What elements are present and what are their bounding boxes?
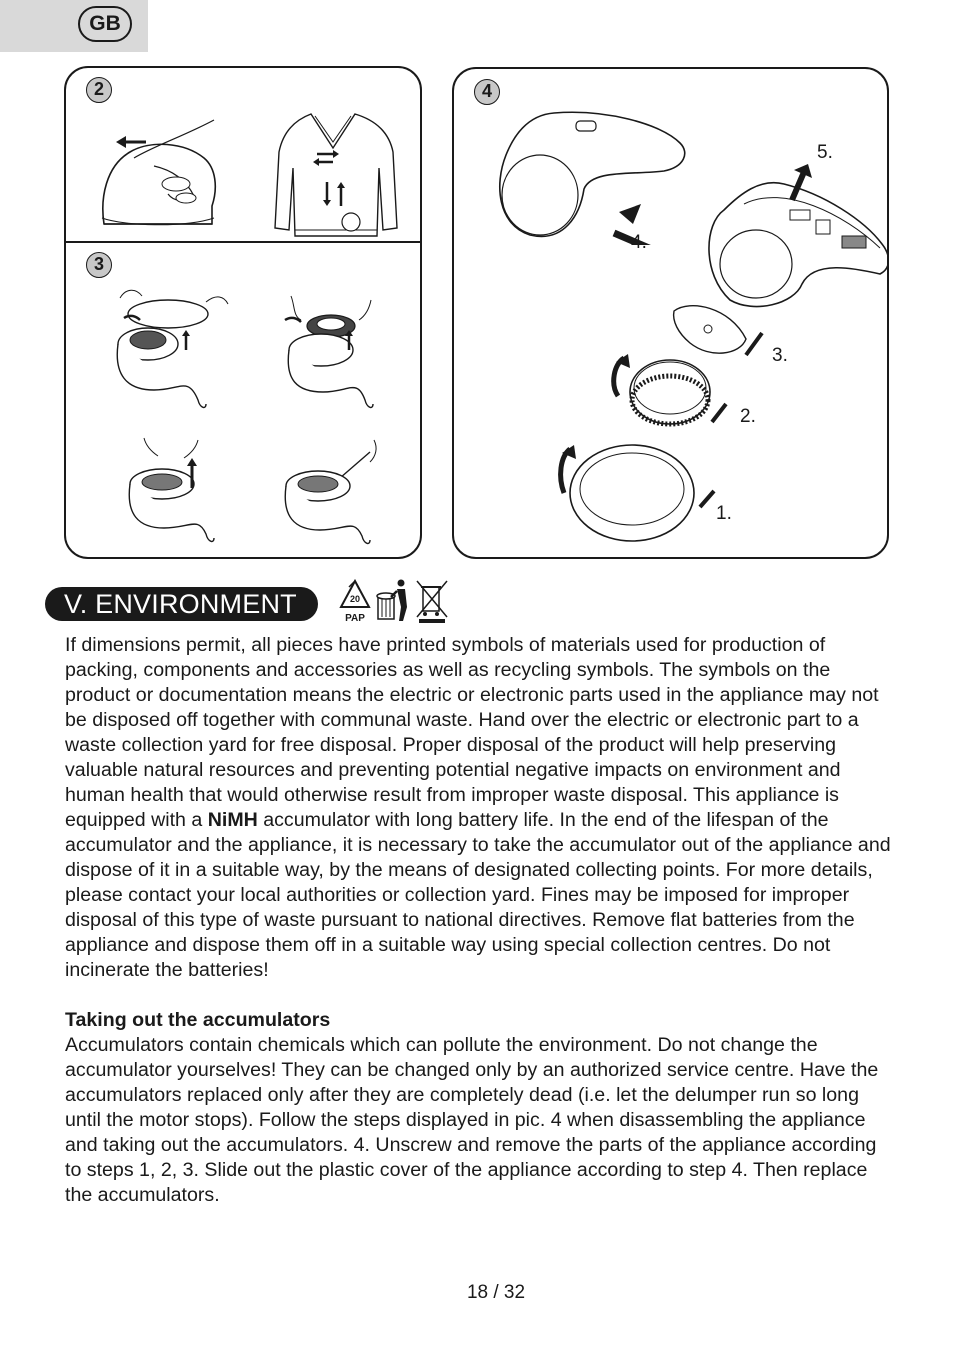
figure-panel-4 [452, 67, 889, 559]
step-4-arrow-icon [619, 204, 641, 234]
environment-paragraph [65, 633, 895, 983]
clean-blades-illustration-1 [118, 430, 248, 554]
panel-divider [66, 241, 420, 243]
figure-4-number: 4 [474, 79, 500, 105]
step-5-label: 5. [817, 142, 833, 163]
paragraph-gap [65, 983, 895, 1008]
figure-2-number: 2 [86, 77, 112, 103]
plastic-cover-illustration [484, 105, 689, 245]
paragraph-text-part1: If dimensions permit, all pieces have printed symbols of materials used for production of packing, components and accessories as well as recycling symbols. The symbols on the product or documentation means the electric or electronic parts used in the appliance may not be disposed off together with communal waste. Hand over the electric or electronic part to a waste collection yard for free disposal. Proper disposal of the product will help preserving valuable natural resources and preventing potential negative impacts on environment and human health that would otherwise result from improper waste disposal. This appliance is equipped with a [65, 634, 879, 831]
environment-icons [337, 577, 452, 625]
language-tab [0, 0, 148, 52]
outer-cover-illustration [554, 437, 724, 547]
remove-cover-illustration-1 [106, 278, 236, 418]
sweater-illustration [271, 108, 406, 243]
paragraph-text-part2: accumulator with long battery life. In the end of the lifespan of the accumulator and the appliance, it is necessary to take the accumulator out of the appliance and dispose of it in a suitable way, by the means of designated collecting points. For more details, please contact your local authorities or collection yard. Fines may be imposed for improper disposal of this type of waste pursuant to national directives. Remove flat batteries from the appliance and dispose them off in a suitable way using special collection centres. Do not incinerate the batteries! [65, 809, 891, 981]
figure-panel-2-3 [64, 66, 422, 559]
accumulators-heading [65, 1008, 895, 1033]
step-1-label: 1. [716, 503, 732, 524]
step-3-label: 3. [772, 345, 788, 366]
screw-cover-illustration [670, 299, 770, 361]
tidy-man-trash-icon [377, 580, 407, 622]
clean-blades-illustration-2 [278, 436, 408, 554]
language-badge: GB [78, 6, 132, 42]
step-2-label: 2. [740, 406, 756, 427]
page-number: 18 / 32 [466, 1282, 526, 1303]
delumper-hand-illustration [94, 106, 224, 236]
recycling-material: PAP [345, 613, 365, 624]
recycling-code: 20 [349, 594, 361, 604]
figure-3-number: 3 [86, 252, 112, 278]
remove-cover-illustration-2 [271, 286, 401, 418]
delumper-body-illustration [694, 164, 889, 314]
step-4-label: 4. [631, 232, 647, 253]
recycling-symbol-icon [341, 581, 369, 624]
accumulators-heading-text: Taking out the accumulators [65, 1009, 331, 1031]
nimh-bold-text: NiMH [207, 809, 258, 831]
crossed-bin-icon [417, 581, 447, 623]
accumulators-paragraph: Accumulators contain chemicals which can pollute the environment. Do not change the accumulator yourselves! They can be changed only by an authorized service centre. Have the accumulators replaced only after they are completely dead (i.e. let the delumper run so long until the motor stops). Follow the steps displayed in pic. 4 when disassembling the appliance and taking out the accumulators. 4. Unscrew and remove the parts of the appliance according to steps 1, 2, 3. Slide out the plastic cover of the appliance according to step 4. Then replace the accumulators. [65, 1034, 879, 1206]
section-title: V. ENVIRONMENT [45, 587, 318, 621]
blade-ring-illustration [604, 354, 739, 434]
environment-text [65, 633, 895, 1208]
